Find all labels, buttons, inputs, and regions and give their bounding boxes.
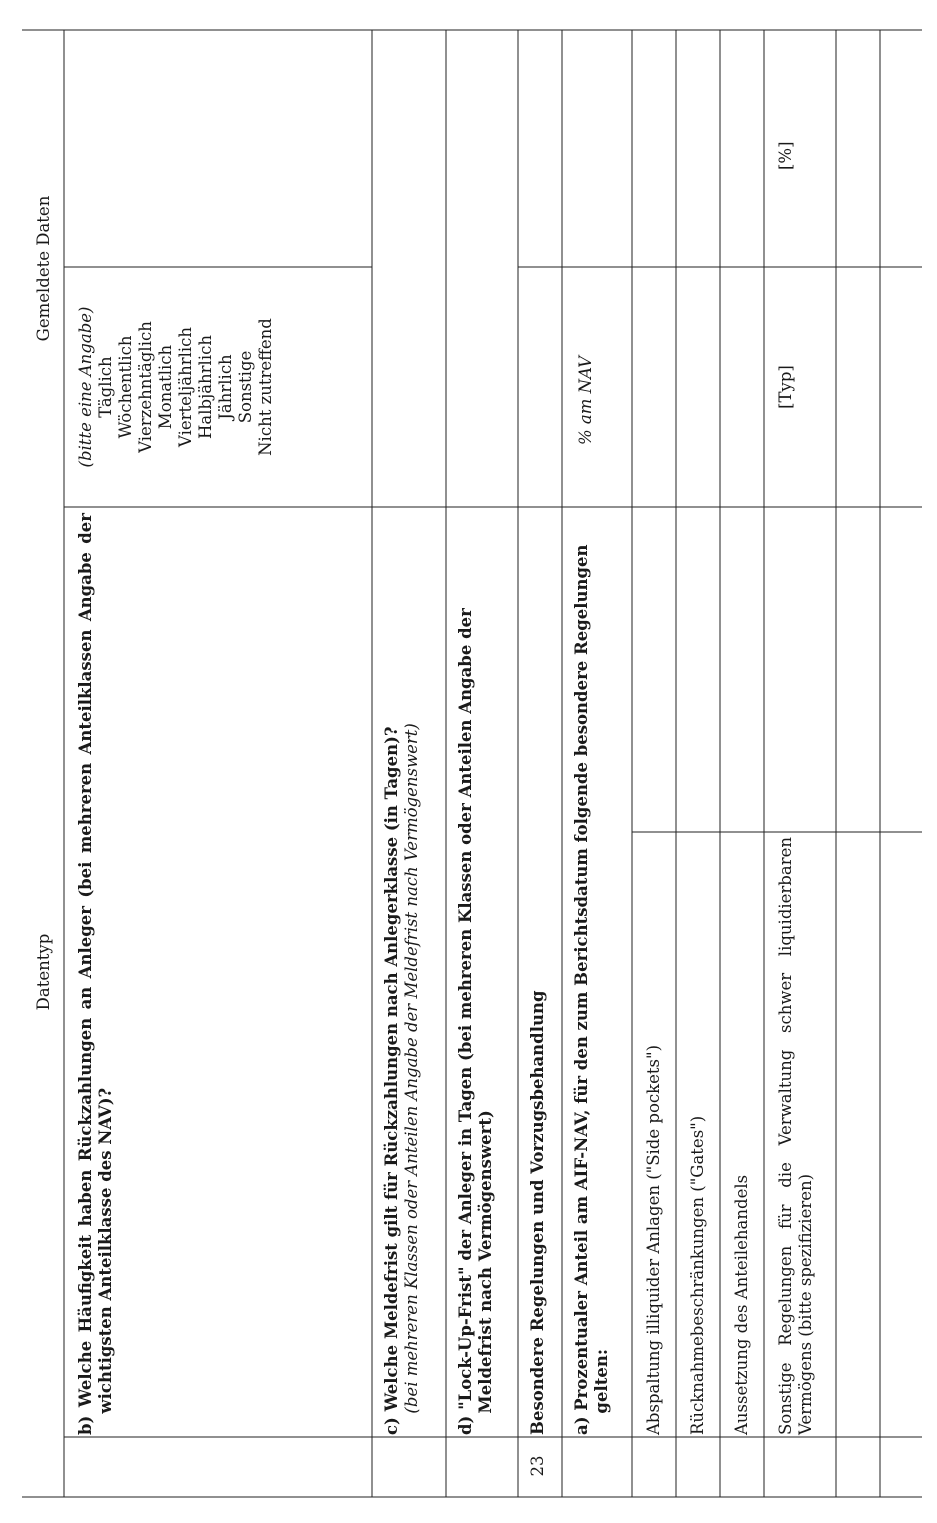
header-datatype: Datentyp [34,933,53,1011]
option-daily: Täglich [96,356,115,418]
row-b-note: (bitte eine Angabe) [76,306,95,468]
row-b-frequency-options [76,269,366,505]
header-reported-data: Gemeldete Daten [34,195,53,342]
option-semiannual: Halbjährlich [196,335,215,439]
row-side-pockets-label: Abspaltung illiquider Anlagen ("Side pockets") [644,1044,663,1435]
row-gates-label: Rücknahmebeschränkungen ("Gates") [688,1115,707,1435]
row-b-label: b) Welche Häufigkeit haben Rückzahlungen an Anleger (bei mehreren Anteilklassen Angabe der wichtigsten Anteilklasse des NAV)? [76,513,115,1435]
row-suspension-label: Aussetzung des Anteilehandels [732,1174,751,1435]
row-other-label: Sonstige Regelungen für die Verwaltung schwer liquidierbaren Vermögens (bitte spezifizieren) [776,837,815,1435]
option-not-applicable: Nicht zutreffend [256,318,275,456]
row-d-label: d) "Lock-Up-Frist" der Anleger in Tagen (bei mehreren Klassen oder Anteilen Angabe der Meldefrist nach Vermögenswert) [456,608,495,1435]
option-fortnightly: Vierzehntäglich [136,321,155,453]
option-annual: Jährlich [216,354,235,420]
option-quarterly: Vierteljährlich [176,326,195,448]
option-monthly: Monatlich [156,344,175,430]
row-c-note: (bei mehreren Klassen oder Anteilen Angabe der Meldefrist nach Vermögenswert) [402,723,421,1414]
row-a-label: a) Prozentualer Anteil am AIF-NAV, für den zum Berichtsdatum folgende besondere Regelungen gelten: [572,544,611,1435]
row-23-number: 23 [528,1455,547,1477]
row-other-type: [Typ] [776,365,795,409]
row-a-value: % am NAV [576,355,595,445]
row-c-label [382,513,442,1435]
option-weekly: Wöchentlich [116,335,135,439]
row-other-percent: [%] [776,141,795,170]
option-other: Sonstige [236,350,255,424]
row-c-question: c) Welche Meldefrist gilt für Rückzahlungen nach Anlegerklasse (in Tagen)? [382,726,401,1435]
row-23-label: Besondere Regelungen und Vorzugsbehandlung [528,990,547,1435]
